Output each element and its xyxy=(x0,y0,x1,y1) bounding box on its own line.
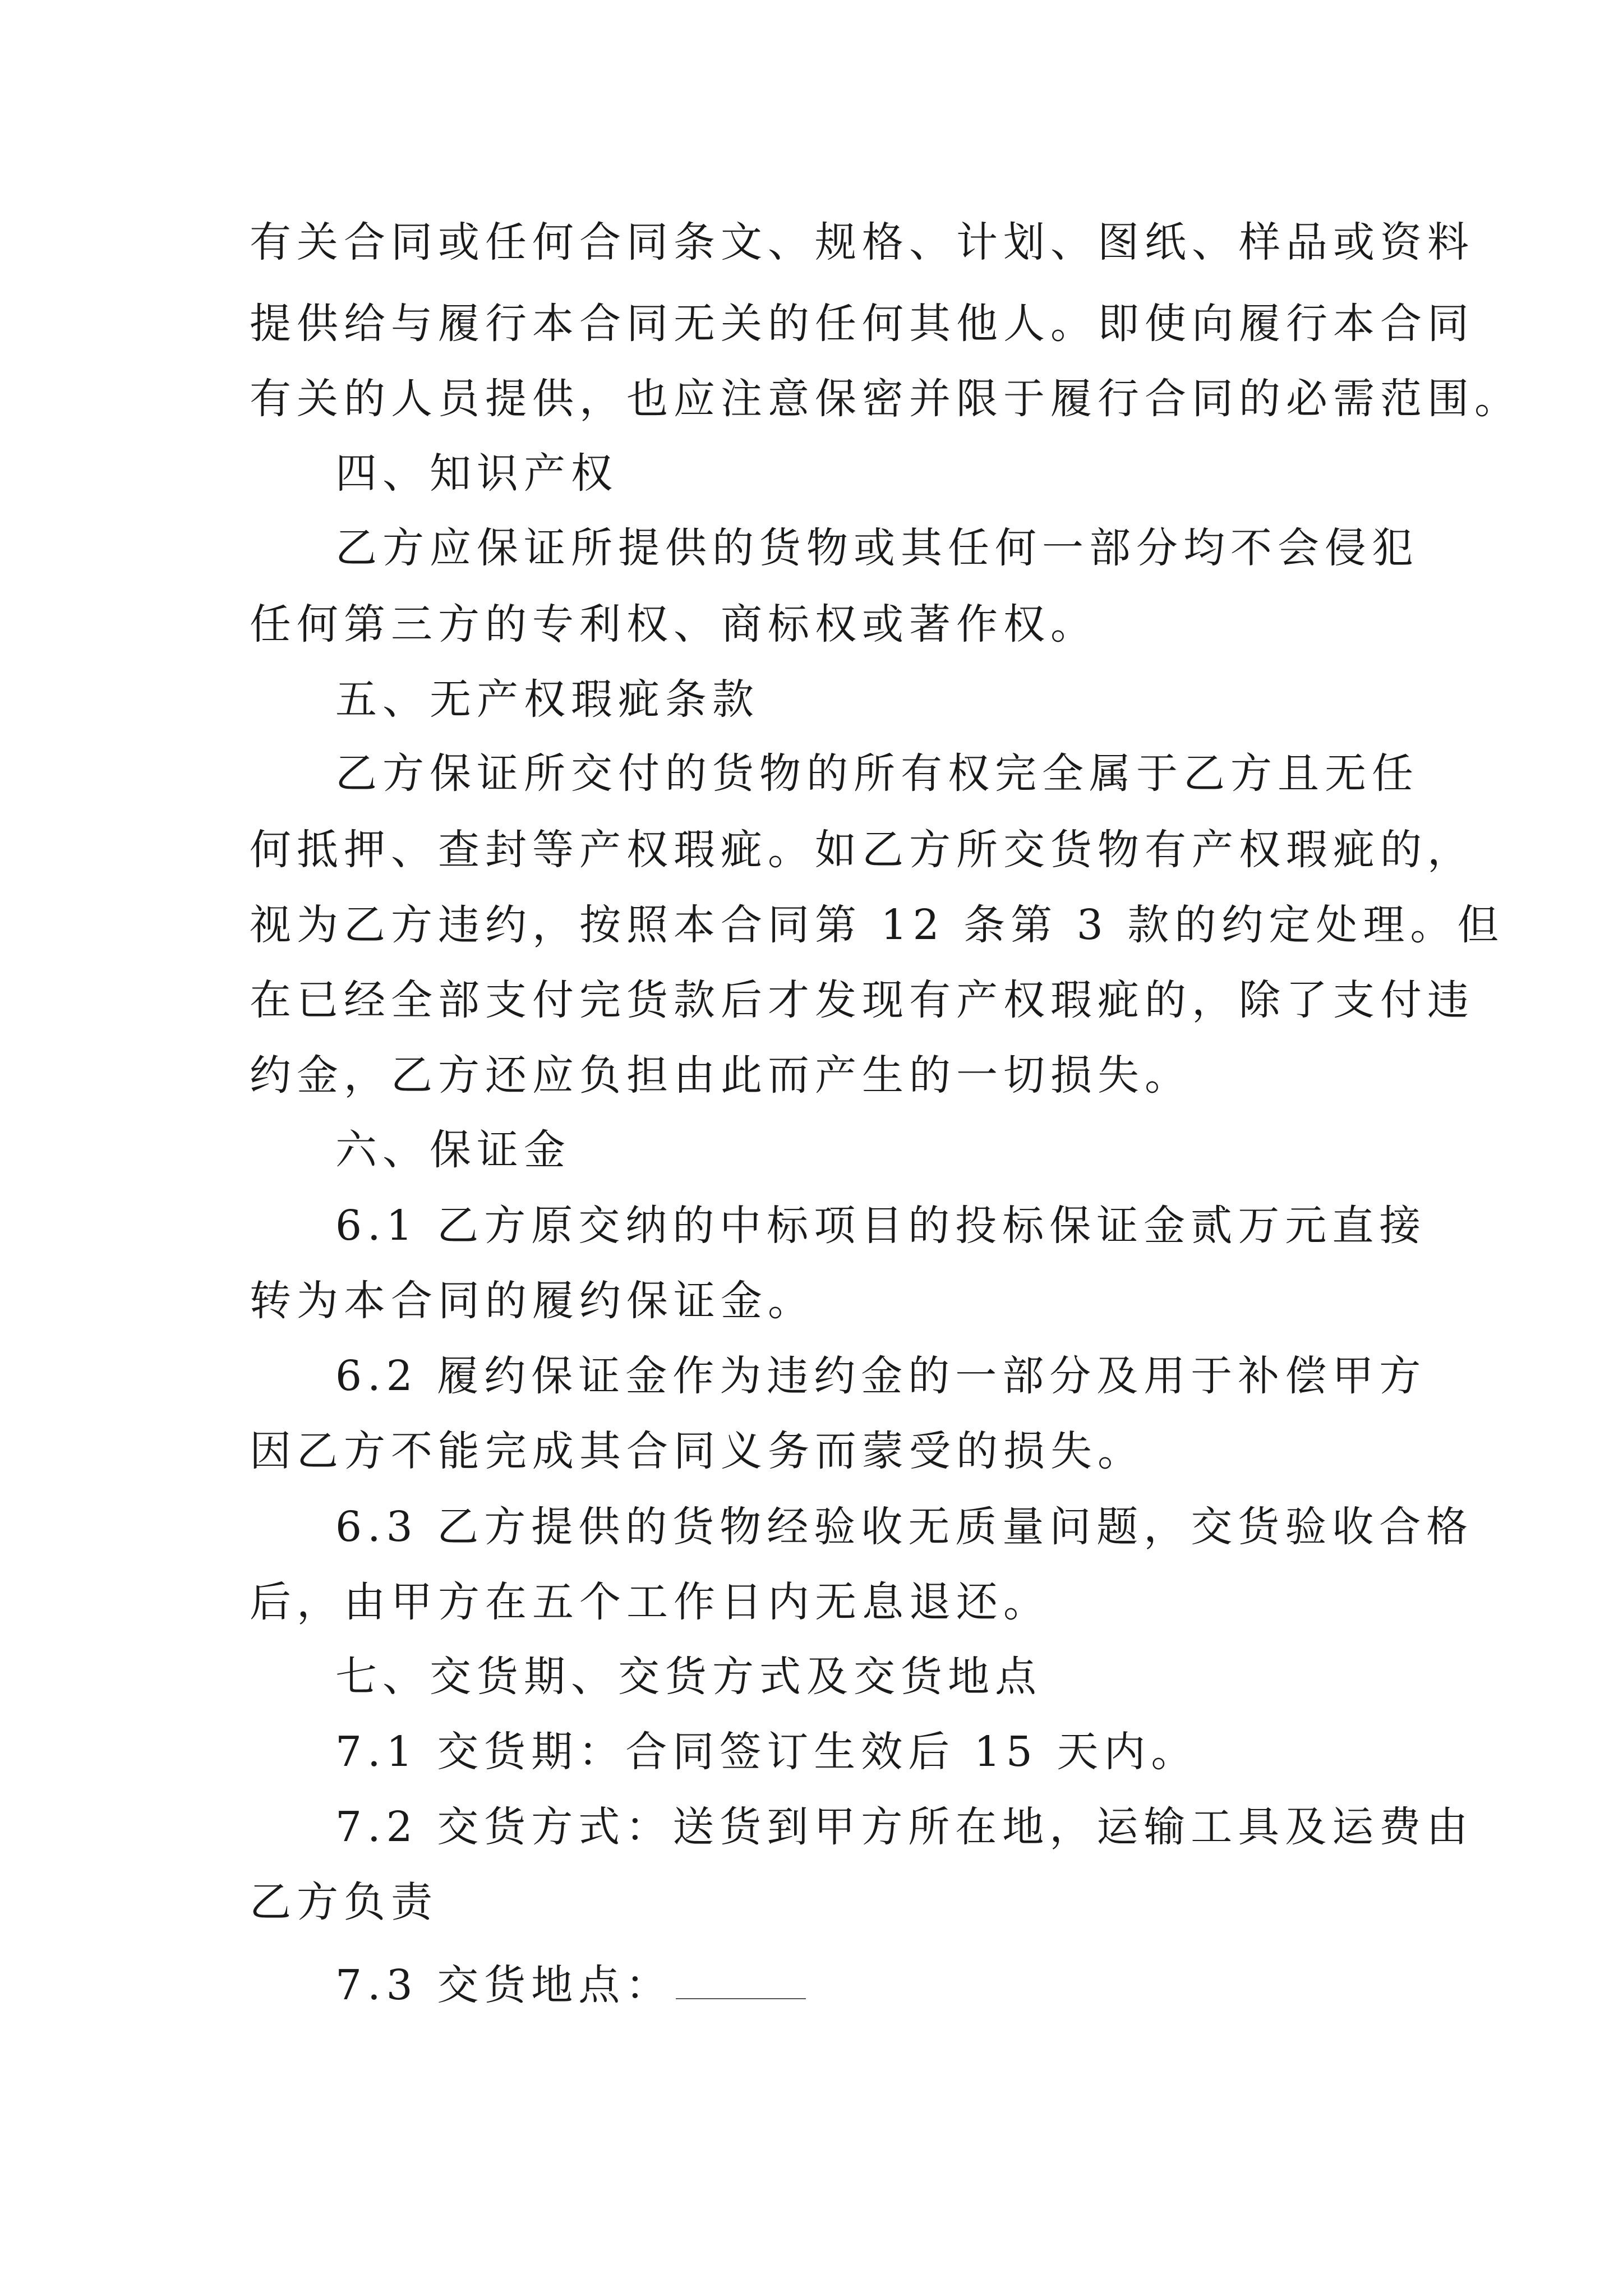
paragraph-line: 6.3 乙方提供的货物经验收无质量问题，交货验收合格 xyxy=(335,1503,1474,1551)
section-heading-delivery: 七、交货期、交货方式及交货地点 xyxy=(335,1653,1042,1701)
paragraph-line: 提供给与履行本合同无关的任何其他人。即使向履行本合同 xyxy=(250,300,1474,348)
delivery-location-blank xyxy=(676,1957,806,1999)
section-heading-ip: 四、知识产权 xyxy=(335,449,618,498)
paragraph-line: 乙方应保证所提供的货物或其任何一部分均不会侵犯 xyxy=(335,524,1419,572)
section-heading-title-defect: 五、无产权瑕疵条款 xyxy=(335,675,759,724)
paragraph-line: 视为乙方违约，按照本合同第 12 条第 3 款的约定处理。但 xyxy=(250,901,1505,949)
paragraph-line: 转为本合同的履约保证金。 xyxy=(250,1277,815,1325)
paragraph-line: 任何第三方的专利权、商标权或著作权。 xyxy=(250,600,1098,648)
paragraph-line: 6.1 乙方原交纳的中标项目的投标保证金贰万元直接 xyxy=(335,1202,1427,1250)
paragraph-line: 乙方保证所交付的货物的所有权完全属于乙方且无任 xyxy=(335,749,1419,798)
paragraph-line: 后，由甲方在五个工作日内无息退还。 xyxy=(250,1578,1050,1626)
paragraph-line: 有关的人员提供，也应注意保密并限于履行合同的必需范围。 xyxy=(250,375,1521,423)
paragraph-line: 7.1 交货期：合同签订生效后 15 天内。 xyxy=(335,1728,1198,1776)
paragraph-line: 约金，乙方还应负担由此而产生的一切损失。 xyxy=(250,1051,1192,1099)
paragraph-line: 在已经全部支付完货款后才发现有产权瑕疵的，除了支付违 xyxy=(250,976,1474,1024)
paragraph-line: 7.2 交货方式：送货到甲方所在地，运输工具及运费由 xyxy=(335,1803,1474,1851)
delivery-location-line xyxy=(335,1957,806,2009)
paragraph-line: 因乙方不能完成其合同义务而蒙受的损失。 xyxy=(250,1427,1145,1475)
section-heading-deposit: 六、保证金 xyxy=(335,1126,571,1174)
paragraph-line: 6.2 履约保证金作为违约金的一部分及用于补偿甲方 xyxy=(335,1352,1427,1400)
paragraph-line: 何抵押、查封等产权瑕疵。如乙方所交货物有产权瑕疵的， xyxy=(250,826,1474,874)
paragraph-line: 有关合同或任何合同条文、规格、计划、图纸、样品或资料 xyxy=(250,218,1474,266)
paragraph-line: 乙方负责 xyxy=(250,1878,438,1926)
delivery-location-label: 7.3 交货地点： xyxy=(335,1961,673,2009)
